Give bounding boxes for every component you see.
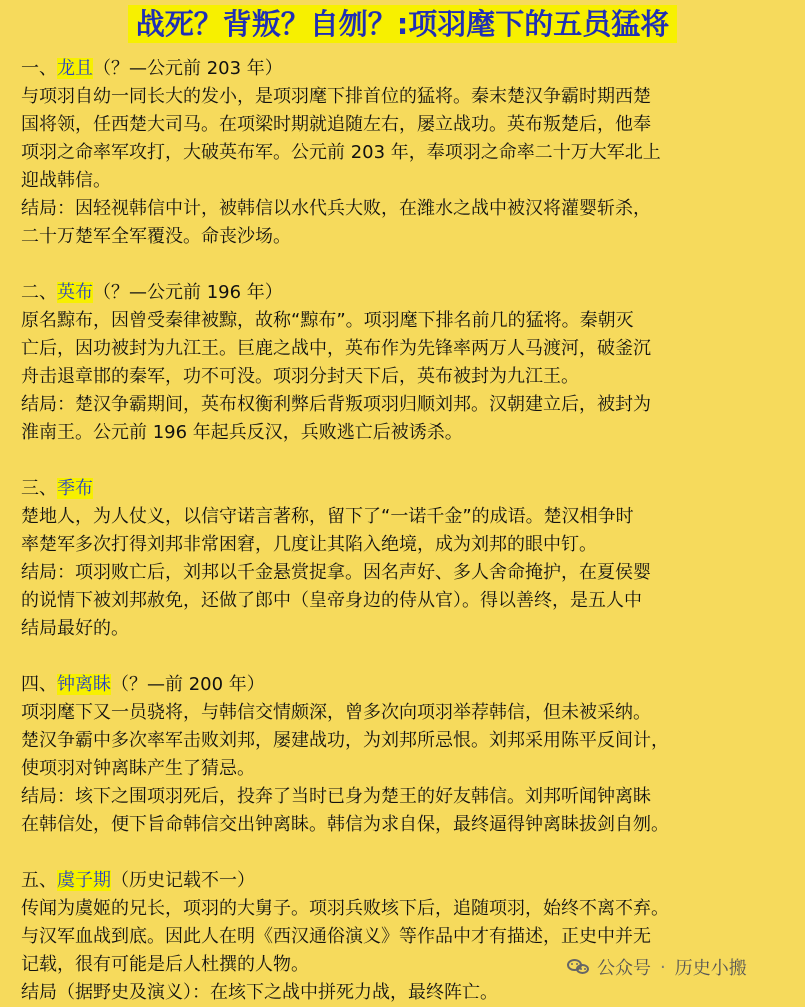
paragraph-line: 传闻为虞姬的兄长，项羽的大舅子。项羽兵败垓下后，追随项羽，始终不离不弃。 — [21, 898, 669, 919]
general-section-yu-ziqi — [21, 867, 785, 1007]
general-name: 英布 — [57, 282, 93, 303]
section-heading — [21, 867, 785, 895]
section-number: 五、 — [21, 870, 57, 891]
paragraph-line: 项羽麾下又一员骁将，与韩信交情颇深，曾多次向项羽举荐韩信，但未被采纳。 — [21, 702, 651, 723]
outcome-line: 结局（据野史及演义）：在垓下之战中拼死力战，最终阵亡。 — [21, 982, 498, 1003]
paragraph-line: 迎战韩信。 — [21, 170, 111, 191]
general-section-zhongli-mo — [21, 671, 785, 839]
paragraph-line: 与汉军血战到底。因此人在明《西汉通俗演义》等作品中才有描述，正史中并无 — [21, 926, 651, 947]
paragraph-line: 原名黥布，因曾受秦律被黥，故称“黥布”。项羽麾下排名前几的猛将。秦朝灭 — [21, 310, 634, 331]
page-title: 战死？背叛？自刎？:项羽麾下的五员猛将 — [128, 5, 678, 43]
watermark-separator: · — [660, 956, 666, 978]
paragraph-line: 舟击退章邯的秦军，功不可没。项羽分封天下后，英布被封为九江王。 — [21, 366, 579, 387]
wechat-icon — [566, 956, 591, 978]
outcome-line: 结局最好的。 — [21, 618, 129, 639]
section-heading — [21, 279, 785, 307]
paragraph-line: 使项羽对钟离眛产生了猜忌。 — [21, 758, 255, 779]
paragraph-line: 记载，很有可能是后人杜撰的人物。 — [21, 954, 309, 975]
article-content — [21, 55, 785, 1007]
general-name: 季布 — [57, 478, 93, 499]
section-heading — [21, 475, 785, 503]
outcome-line: 结局：楚汉争霸期间，英布权衡利弊后背叛项羽归顺刘邦。汉朝建立后，被封为 — [21, 394, 651, 415]
section-meta: （历史记载不一） — [111, 870, 255, 891]
outcome-line: 结局：垓下之围项羽死后，投奔了当时已身为楚王的好友韩信。刘邦听闻钟离眛 — [21, 786, 651, 807]
outcome-line: 二十万楚军全军覆没。命丧沙场。 — [21, 226, 291, 247]
section-meta: （？—公元前 203 年） — [93, 58, 283, 79]
watermark-source: 公众号 — [597, 958, 651, 979]
paragraph-line: 楚汉争霸中多次率军击败刘邦，屡建战功，为刘邦所忌恨。刘邦采用陈平反间计， — [21, 730, 669, 751]
paragraph-line: 亡后，因功被封为九江王。巨鹿之战中，英布作为先锋率两万人马渡河，破釜沉 — [21, 338, 651, 359]
outcome-line: 淮南王。公元前 196 年起兵反汉，兵败逃亡后被诱杀。 — [21, 422, 463, 443]
general-name: 虞子期 — [57, 870, 111, 891]
section-meta: （？—公元前 196 年） — [93, 282, 283, 303]
wechat-watermark — [566, 953, 747, 981]
outcome-line: 结局：因轻视韩信中计，被韩信以水代兵大败，在潍水之战中被汉将灌婴斩杀， — [21, 198, 651, 219]
general-name: 龙且 — [57, 58, 93, 79]
general-section-long-qie — [21, 55, 785, 251]
outcome-line: 结局：项羽败亡后，刘邦以千金悬赏捉拿。因名声好、多人舍命掩护，在夏侯婴 — [21, 562, 651, 583]
title-container — [0, 5, 805, 43]
general-name: 钟离眛 — [57, 674, 111, 695]
outcome-line: 在韩信处，便下旨命韩信交出钟离眛。韩信为求自保，最终逼得钟离眛拔剑自刎。 — [21, 814, 669, 835]
section-heading — [21, 55, 785, 83]
paragraph-line: 项羽之命率军攻打，大破英布军。公元前 203 年，奉项羽之命率二十万大军北上 — [21, 142, 661, 163]
paragraph-line: 国将领，任西楚大司马。在项梁时期就追随左右，屡立战功。英布叛楚后，他奉 — [21, 114, 651, 135]
paragraph-line: 率楚军多次打得刘邦非常困窘，几度让其陷入绝境，成为刘邦的眼中钉。 — [21, 534, 597, 555]
paragraph-line: 与项羽自幼一同长大的发小，是项羽麾下排首位的猛将。秦末楚汉争霸时期西楚 — [21, 86, 651, 107]
general-section-ying-bu — [21, 279, 785, 447]
outcome-line: 的说情下被刘邦赦免，还做了郎中（皇帝身边的侍从官）。得以善终，是五人中 — [21, 590, 642, 611]
section-number: 四、 — [21, 674, 57, 695]
section-meta: （？—前 200 年） — [111, 674, 265, 695]
section-number: 三、 — [21, 478, 57, 499]
watermark-account: 历史小搬 — [674, 958, 747, 979]
section-number: 一、 — [21, 58, 57, 79]
paragraph-line: 楚地人，为人仗义，以信守诺言著称，留下了“一诺千金”的成语。楚汉相争时 — [21, 506, 634, 527]
section-heading — [21, 671, 785, 699]
general-section-ji-bu — [21, 475, 785, 643]
section-number: 二、 — [21, 282, 57, 303]
